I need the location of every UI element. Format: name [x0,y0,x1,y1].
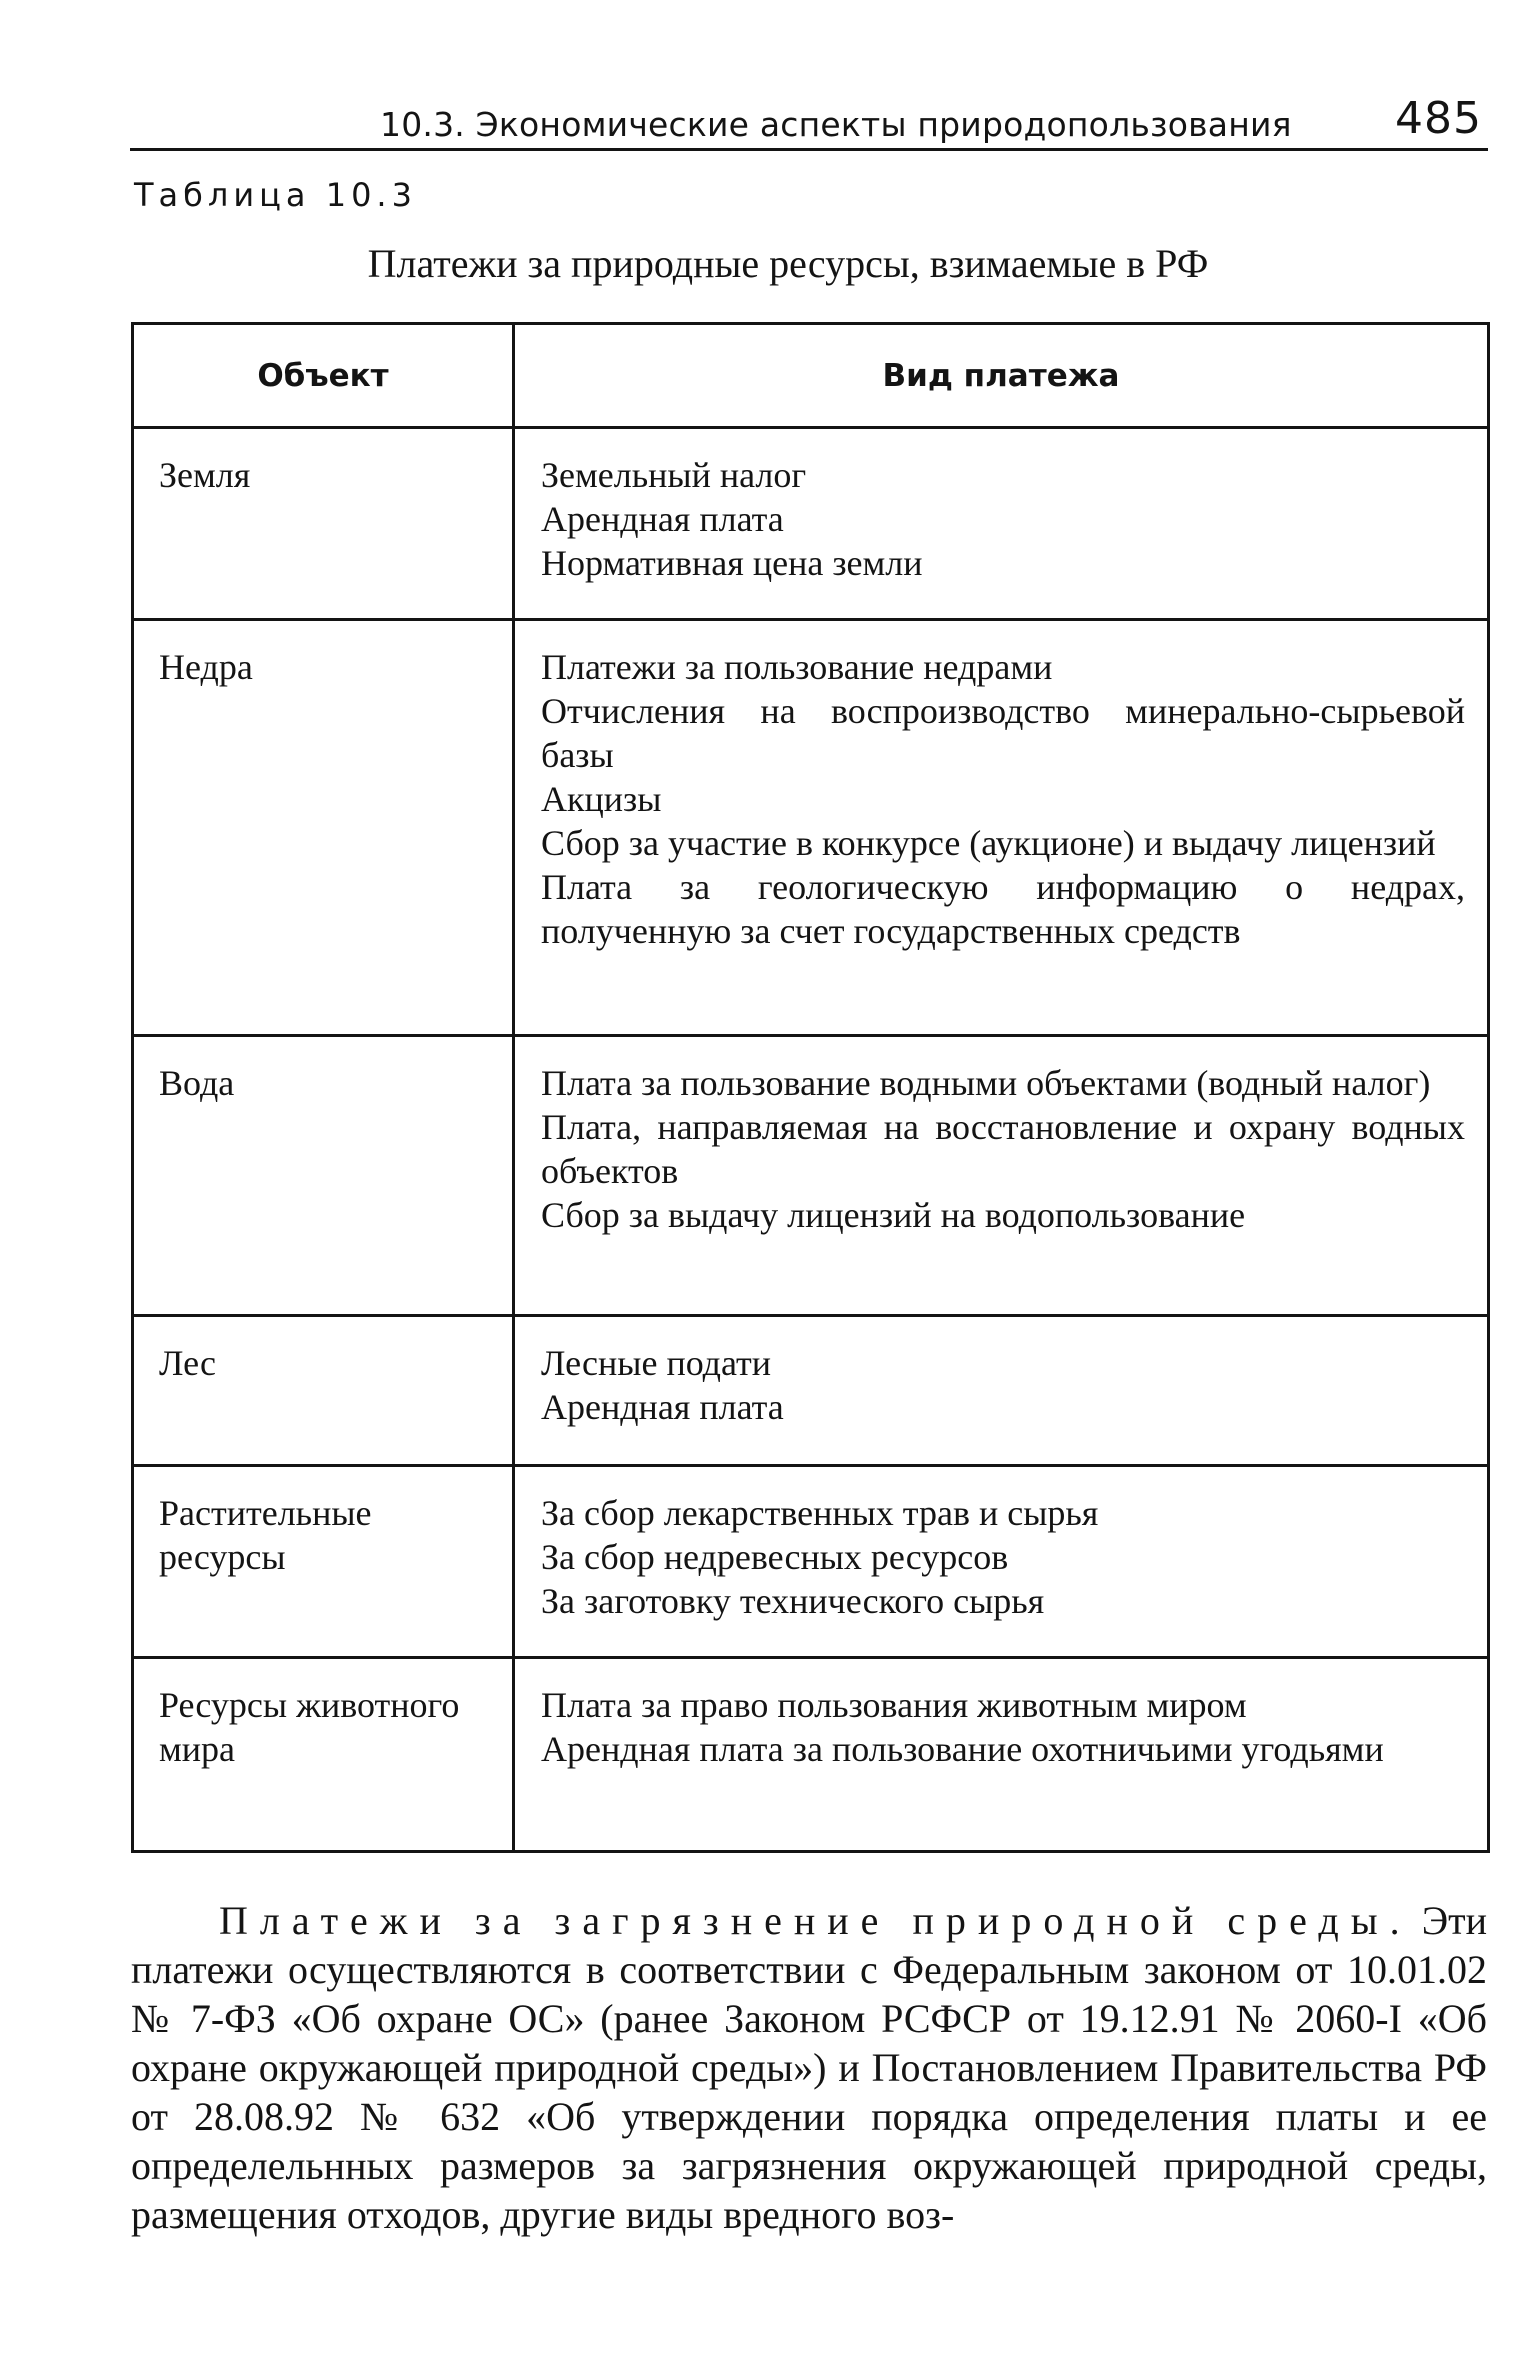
payments-cell [514,1658,1489,1852]
body-paragraph [131,1896,1487,2239]
column-header-payment-type: Вид платежа [514,324,1489,428]
page-header [130,92,1488,151]
payments-cell [514,620,1489,1036]
payments-cell [514,1466,1489,1658]
object-cell: Вода [133,1036,514,1316]
payment-item: Арендная плата [541,1387,784,1427]
page-number: 485 [1395,93,1482,144]
object-cell: Лес [133,1316,514,1466]
table-row [133,1658,1489,1852]
payment-item: За сбор недревесных ресурсов [541,1537,1009,1577]
payment-item: Нормативная цена земли [541,543,923,583]
table-row [133,1036,1489,1316]
object-cell: Растительные ресурсы [133,1466,514,1658]
object-cell: Недра [133,620,514,1036]
table-row [133,428,1489,620]
column-header-object: Объект [133,324,514,428]
payment-item: Плата за геологическую информацию о недрах, полученную за счет государственных средств [541,867,1465,951]
payments-cell [514,1316,1489,1466]
payment-item: Плата за пользование водными объектами (водный налог) [541,1063,1431,1103]
payment-item: За сбор лекарственных трав и сырья [541,1493,1099,1533]
payments-table [131,322,1490,1853]
payment-item: Отчисления на воспроизводство минерально-сырьевой базы [541,691,1465,775]
paragraph-text: Эти платежи осуществляются в соответствии с Федеральным законом от 10.01.02 № 7-ФЗ «Об охране ОС» (ранее Законом РСФСР от 19.12.91 № 2060-I «Об охране окружающей природной среды») и Постановлением Правительства РФ от 28.08.92 № 632 «Об утверждении порядка определения платы и ее определельнных размеров за загрязнения окружающей природной среды, размещения отходов, другие виды вредного воз- [131,1898,1487,2237]
payment-item: Земельный налог [541,455,807,495]
paragraph-heading: Платежи за загрязнение природной среды. [219,1898,1412,1943]
payment-item: Плата за право пользования животным миром [541,1685,1247,1725]
payment-item: Плата, направляемая на восстановление и охрану водных объектов [541,1107,1465,1191]
payment-item: Акцизы [541,779,662,819]
payment-item: Арендная плата [541,499,784,539]
table-row [133,1316,1489,1466]
payment-item: Сбор за участие в конкурсе (аукционе) и выдачу лицензий [541,823,1436,863]
table-header-row [133,324,1489,428]
table-title: Платежи за природные ресурсы, взимаемые в РФ [367,241,1209,286]
table-row [133,1466,1489,1658]
payment-item: Сбор за выдачу лицензий на водопользование [541,1195,1246,1235]
payments-cell [514,1036,1489,1316]
object-cell: Земля [133,428,514,620]
payment-item: Платежи за пользование недрами [541,647,1053,687]
running-title: 10.3. Экономические аспекты природопользования [380,105,1292,144]
payment-item: За заготовку технического сырья [541,1581,1045,1621]
object-cell: Ресурсы животного мира [133,1658,514,1852]
payment-item: Арендная плата за пользование охотничьими угодьями [541,1729,1384,1769]
payments-cell [514,428,1489,620]
table-number: Таблица 10.3 [134,176,417,214]
payment-item: Лесные подати [541,1343,772,1383]
table-row [133,620,1489,1036]
